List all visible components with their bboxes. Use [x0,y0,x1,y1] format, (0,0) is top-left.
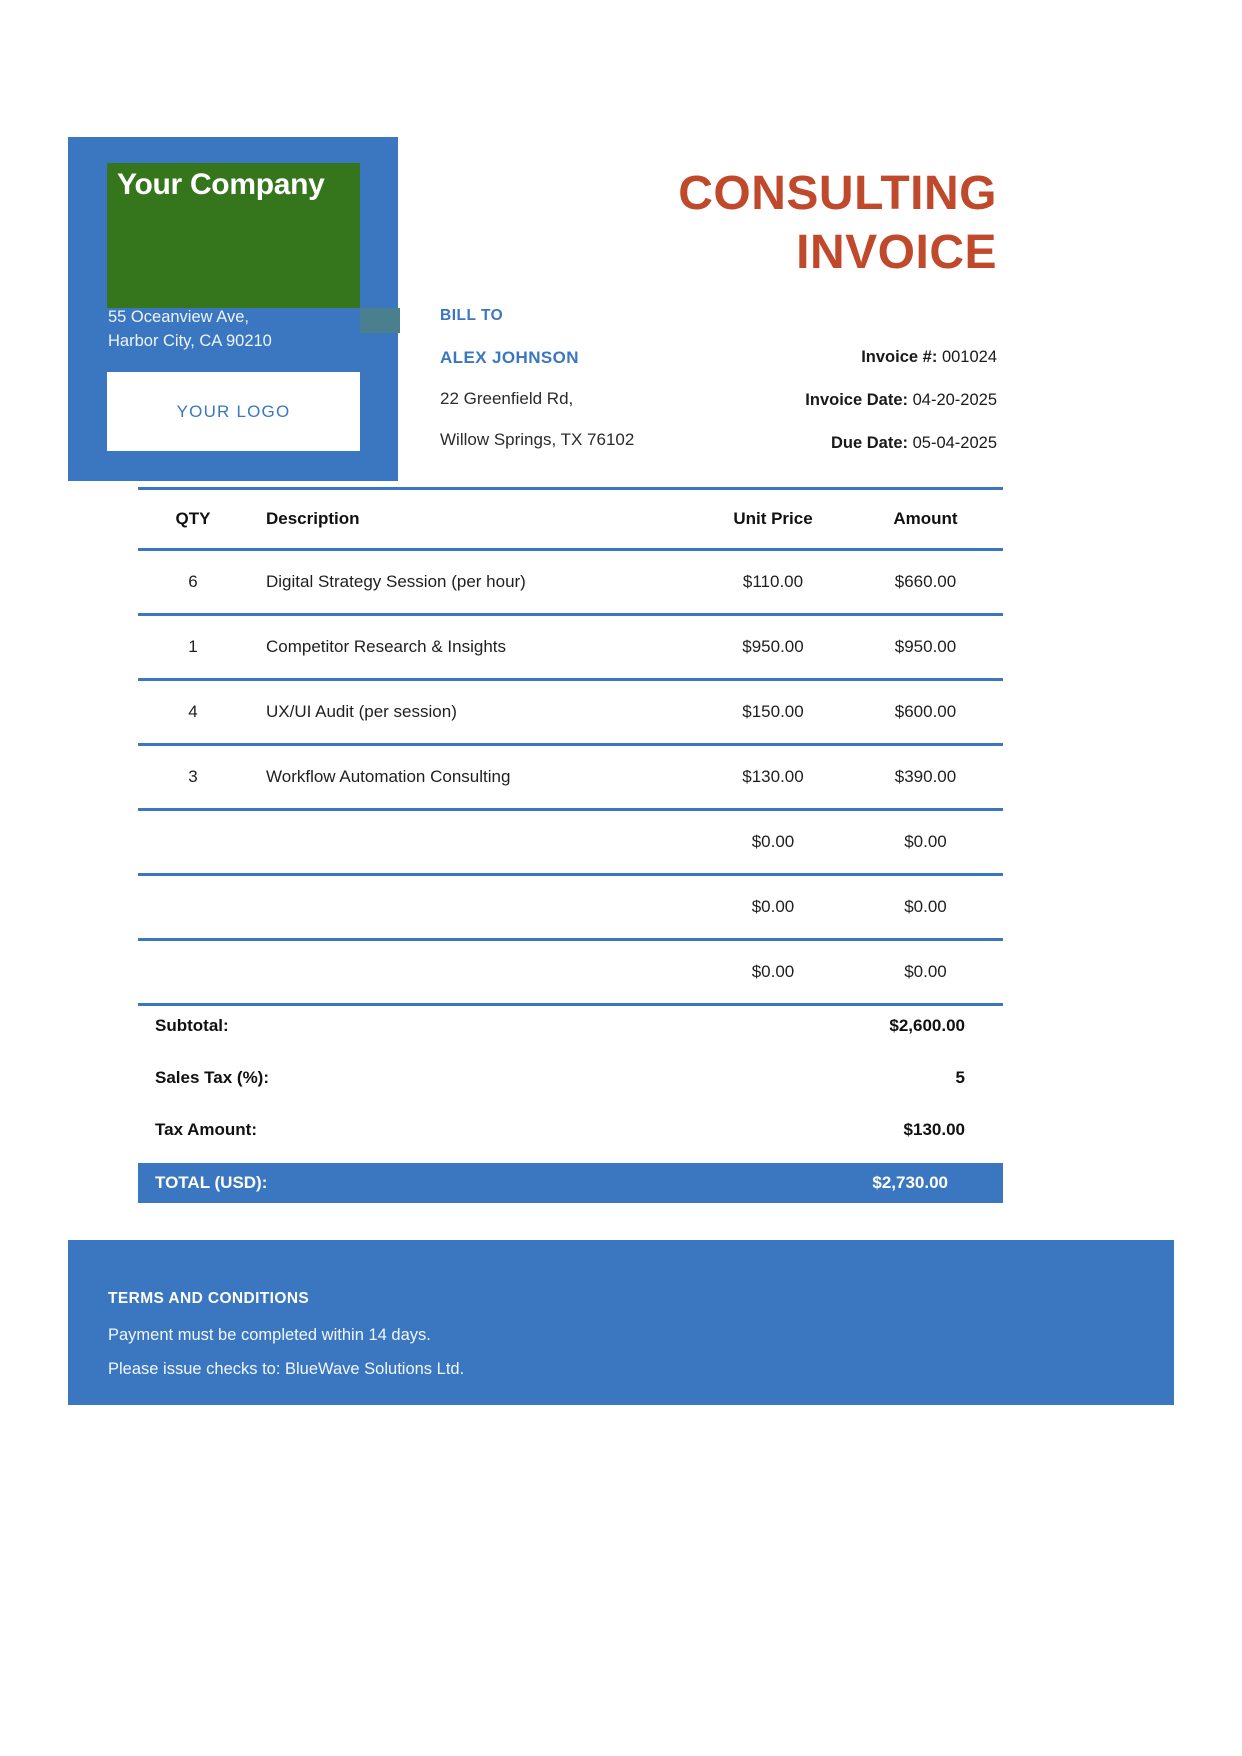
bill-to-address-line2: Willow Springs, TX 76102 [440,430,635,449]
subtotal-label: Subtotal: [155,1016,229,1035]
table-row[interactable] [138,811,1003,873]
company-logo-block [107,163,360,308]
invoice-title-line2: INVOICE [796,225,997,279]
grand-total-bar [138,1163,1003,1203]
bill-to-label: BILL TO [440,307,504,324]
totals-section [155,1000,1003,1156]
table-row[interactable] [138,941,1003,1003]
company-address-line2: Harbor City, CA 90210 [108,331,272,350]
cell-unit-price: $110.00 [742,572,804,591]
table-row[interactable] [138,551,1003,613]
invoice-date-value: 04-20-2025 [912,391,997,409]
tax-amount-row [155,1104,1003,1156]
line-items-table [138,487,1003,1006]
cell-unit-price: $0.00 [751,897,795,916]
terms-block [108,1290,1008,1379]
cell-unit-price: $150.00 [742,702,804,721]
header-amount: Amount [893,509,958,528]
cell-unit-price: $130.00 [742,767,804,786]
tax-amount-value: $130.00 [903,1120,965,1139]
invoice-meta [437,348,997,453]
header-qty: QTY [175,509,211,528]
header-description: Description [266,509,360,528]
cell-qty: 3 [188,767,198,786]
footer-panel [68,1240,1174,1405]
cell-unit-price: $0.00 [751,832,795,851]
cell-qty: 4 [188,702,198,721]
cell-amount: $600.00 [894,702,957,721]
invoice-title [437,165,997,282]
cell-qty: 6 [188,572,198,591]
invoice-date-label: Invoice Date: [805,391,908,409]
table-row[interactable] [138,616,1003,678]
cell-description: Workflow Automation Consulting [266,767,511,786]
cell-amount: $0.00 [904,962,947,981]
cell-amount: $660.00 [894,572,957,591]
cell-description: UX/UI Audit (per session) [266,702,457,721]
company-name: Your Company [117,168,325,201]
tax-amount-label: Tax Amount: [155,1120,257,1139]
table-row[interactable] [138,746,1003,808]
due-date-value: 05-04-2025 [912,434,997,452]
subtotal-value: $2,600.00 [889,1016,965,1035]
cell-amount: $0.00 [904,897,947,916]
tax-rate-row [155,1052,1003,1104]
cell-unit-price: $0.00 [751,962,795,981]
table-row[interactable] [138,876,1003,938]
grand-total-value: $2,730.00 [872,1173,948,1192]
cell-qty: 1 [188,637,198,656]
cell-amount: $0.00 [904,832,947,851]
table-row[interactable] [138,681,1003,743]
tax-rate-value: 5 [955,1068,965,1087]
cell-description: Competitor Research & Insights [266,637,506,656]
cell-unit-price: $950.00 [742,637,804,656]
tax-rate-label: Sales Tax (%): [155,1068,270,1087]
invoice-date-row [437,391,997,410]
header-unit-price: Unit Price [733,509,813,528]
grand-total-label: TOTAL (USD): [155,1173,268,1192]
logo-placeholder-text: YOUR LOGO [176,401,291,421]
terms-line-1: Payment must be completed within 14 days. [108,1326,431,1344]
table-header-row [138,490,1003,548]
table-rows-container [138,551,1003,1006]
logo-placeholder-box[interactable] [107,372,360,451]
invoice-number-row [437,348,997,367]
invoice-number-value: 001024 [941,348,997,366]
subtotal-row [155,1000,1003,1052]
invoice-title-line1: CONSULTING [678,167,997,220]
cell-description: Digital Strategy Session (per hour) [266,572,526,591]
cell-amount: $950.00 [894,637,957,656]
invoice-number-label: Invoice #: [861,348,938,366]
cell-amount: $390.00 [894,767,957,786]
due-date-label: Due Date: [830,434,908,452]
bill-to-address-line1: 22 Greenfield Rd, [440,389,574,408]
terms-line-2: Please issue checks to: BlueWave Solutions Ltd. [108,1360,465,1378]
company-address-line1: 55 Oceanview Ave, [108,308,249,326]
terms-title: TERMS AND CONDITIONS [108,1290,310,1307]
bill-to-name: ALEX JOHNSON [440,348,579,367]
due-date-row [437,434,997,453]
company-address [108,306,388,354]
